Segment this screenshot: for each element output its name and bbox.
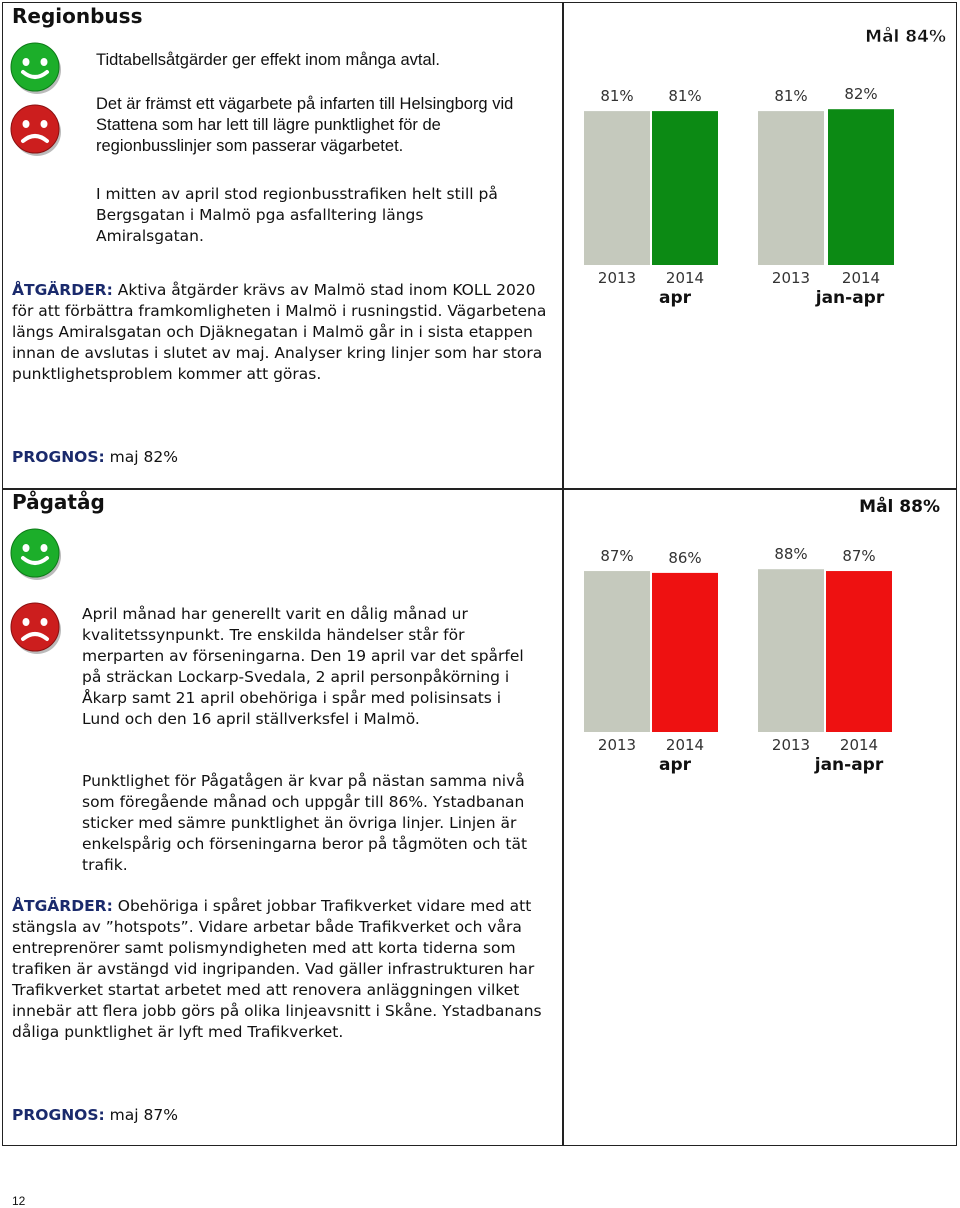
chart-value-label: 88%: [774, 545, 808, 564]
chart-value-label: 87%: [842, 547, 876, 566]
chart-value-label: 87%: [600, 547, 634, 566]
happy-smiley-icon: [8, 526, 64, 582]
page-number: 12: [12, 1194, 26, 1208]
chart-group-label: jan-apr: [815, 288, 885, 308]
chart-category-label: 2014: [665, 736, 705, 754]
prognos-text: maj 82%: [109, 448, 178, 466]
sad-smiley-icon: [8, 600, 64, 656]
actions-label: ÅTGÄRDER:: [12, 897, 113, 915]
chart-bar: [652, 573, 718, 732]
happy-smiley-icon: [8, 40, 64, 96]
chart-category-label: 2013: [597, 736, 637, 754]
chart-bar: [826, 571, 892, 732]
chart-category-label: 2013: [597, 269, 637, 287]
actions-text: Aktiva åtgärder krävs av Malmö stad inom KOLL 2020 för att förbättra framkomligheten i Malmö i rusningstid. Vägarbetena längs Amiralsgatan och Djäknegatan i Malmö går in i sista etappen innan de avslutas i slutet av maj. Analyser kring linjer som har stora punktlighetsproblem kommer att göras.: [12, 281, 547, 383]
sad-smiley-icon: [8, 102, 64, 158]
prognos-label: PROGNOS:: [12, 1106, 105, 1124]
chart-value-label: 82%: [844, 85, 878, 104]
chart-bar: [652, 111, 718, 265]
chart-category-label: 2013: [771, 736, 811, 754]
chart-group-label: apr: [658, 755, 692, 775]
chart-bar: [758, 569, 824, 732]
pagatag-text-2: Punktlighet för Pågatågen är kvar på nästan samma nivå som föregående månad och uppgår till 86%. Ystadbanan sticker med sämre punktlighet än övriga linjer. Linjen är enkelspårig och förseningarna beror på tågmöten och tät trafik.: [82, 772, 528, 874]
regionbuss-bad-text-2: I mitten av april stod regionbusstrafiken helt still på Bergsgatan i Malmö pga asfalltering längs Amiralsgatan.: [96, 185, 498, 245]
actions-text: Obehöriga i spåret jobbar Trafikverket vidare med att stängsla av ”hotspots”. Vidare arbetar både Trafikverket och våra entreprenörer samt polismyndigheten med att korta tiderna som trafiken är avstängd vid ingripanden. Vad gäller infrastrukturen har Trafikverket startat arbetet med att renovera anläggningen vilket innebär att flera jobb görs på olika linjeavsnitt i Skåne. Ystadbanans dåliga punktlighet är lyft med Trafikverket.: [12, 897, 542, 1041]
pagatag-prognos: [12, 1105, 178, 1126]
actions-label: ÅTGÄRDER:: [12, 281, 113, 299]
regionbuss-prognos: [12, 447, 178, 468]
regionbuss-good-text: Tidtabellsåtgärder ger effekt inom många avtal.: [96, 51, 440, 69]
chart-value-label: 81%: [600, 87, 634, 106]
chart-goal-label: Mål 84%: [865, 27, 946, 47]
chart-group-label: jan-apr: [814, 755, 884, 775]
chart-value-label: 81%: [774, 87, 808, 106]
chart-value-label: 81%: [668, 87, 702, 106]
regionbuss-actions: [12, 280, 552, 385]
chart-category-label: 2014: [841, 269, 881, 287]
chart-plot: [584, 545, 892, 775]
regionbuss-bad-text-1: Det är främst ett vägarbete på infarten till Helsingborg vid Stattena som har lett till lägre punktlighet för de regionbusslinjer som passerar vägarbetet.: [96, 95, 514, 155]
chart-category-label: 2014: [665, 269, 705, 287]
chart-value-label: 86%: [668, 548, 702, 567]
chart-bar: [828, 109, 894, 265]
pagatag-chart: [562, 488, 954, 788]
chart-category-label: 2014: [839, 736, 879, 754]
chart-group-label: apr: [658, 288, 692, 308]
pagatag-text-1: April månad har generellt varit en dålig månad ur kvalitetssynpunkt. Tre enskilda händelser står för merparten av förseningarna. Den 19 april var det spårfel på sträckan Lockarp-Svedala, 2 april personpåkörning i Åkarp samt 21 april obehöriga i spår med polisinsats i Lund och den 16 april ställverksfel i Malmö.: [82, 605, 524, 728]
pagatag-actions: [12, 896, 552, 1043]
chart-bar: [758, 111, 824, 265]
chart-bar: [584, 571, 650, 732]
chart-plot: [584, 85, 894, 308]
regionbuss-chart: [562, 10, 954, 310]
prognos-label: PROGNOS:: [12, 448, 105, 466]
chart-goal-label: Mål 88%: [859, 497, 940, 517]
chart-bar: [584, 111, 650, 265]
regionbuss-title: Regionbuss: [12, 4, 143, 28]
pagatag-title: Pågatåg: [12, 490, 105, 514]
chart-category-label: 2013: [771, 269, 811, 287]
prognos-text: maj 87%: [109, 1106, 178, 1124]
